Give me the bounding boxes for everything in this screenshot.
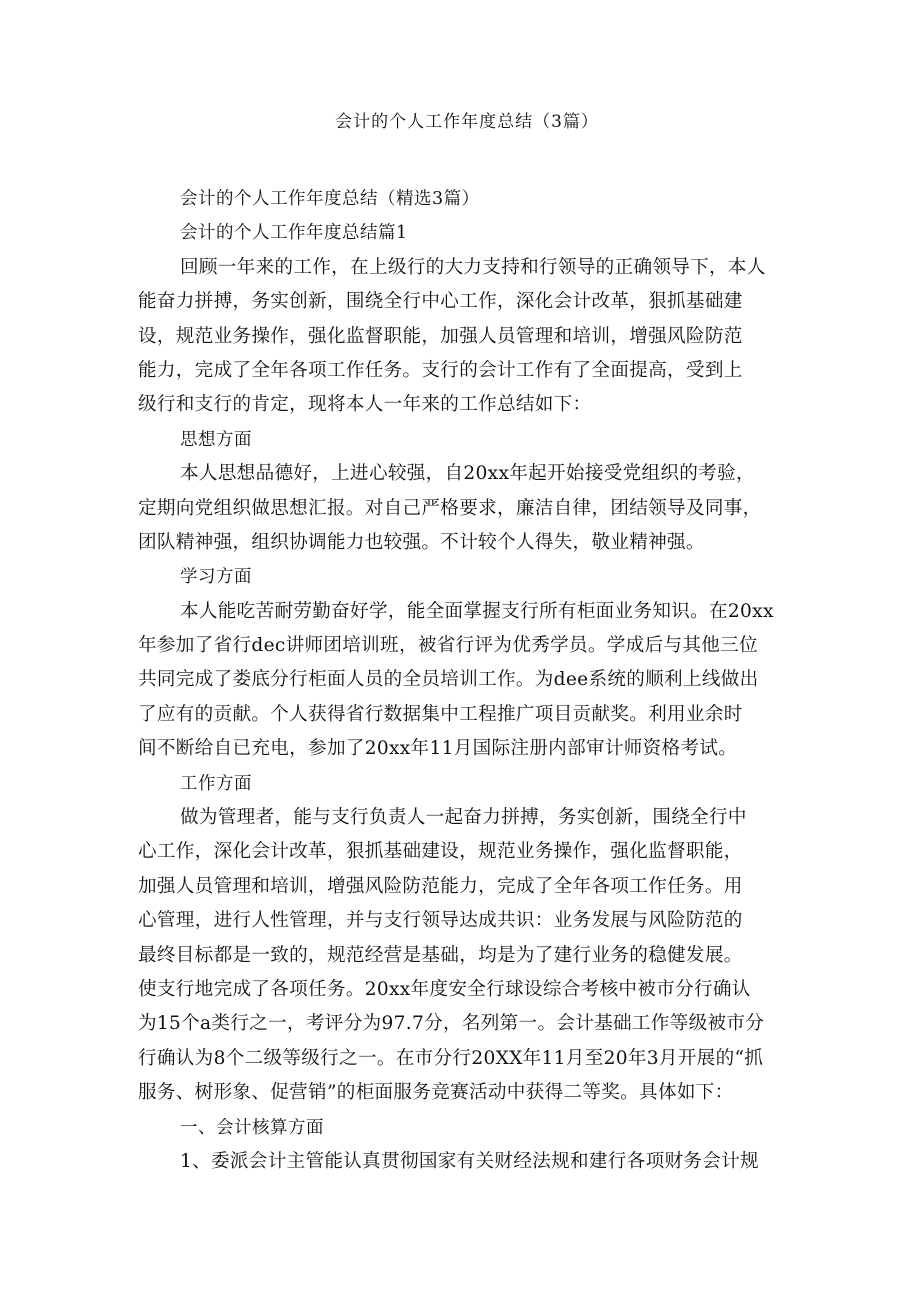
text-line: 心管理，进行人性管理，并与支行领导达成共识：业务发展与风险防范的	[138, 910, 743, 932]
text-line: 本人能吃苦耐劳勤奋好学，能全面掌握支行所有柜面业务知识。在20xx	[180, 600, 774, 622]
document-page	[138, 110, 790, 1179]
text-line: 服务、树形象、促营销”的柜面服务竞赛活动中获得二等奖。具体如下：	[138, 1082, 734, 1104]
heading-accounting: 一、会计核算方面	[180, 1117, 324, 1138]
text-line: 行确认为8个二级等级行之一。在市分行20XX年11月至20年3月开展的“抓	[138, 1047, 764, 1069]
text-line: 共同完成了娄底分行柜面人员的全员培训工作。为dee系统的顺利上线做出	[138, 669, 759, 691]
text-line: 团队精神强，组织协调能力也较强。不计较个人得失，敬业精神强。	[138, 531, 705, 553]
text-line: 定期向党组织做思想汇报。对自己严格要求，廉洁自律，团结领导及同事，	[138, 497, 762, 519]
text-line: 级行和支行的肯定，现将本人一年来的工作总结如下：	[138, 394, 592, 416]
intro-paragraph	[138, 251, 790, 423]
text-line: 最终目标都是一致的，规范经营是基础，均是为了建行业务的稳健发展。	[138, 944, 743, 966]
document-subtitle: 会计的个人工作年度总结（精选3篇）	[180, 189, 480, 209]
heading-work: 工作方面	[180, 773, 252, 794]
text-line: 设，规范业务操作，强化监督职能，加强人员管理和培训，增强风险防范	[138, 325, 743, 347]
accounting-paragraph	[138, 1145, 790, 1179]
text-line: 了应有的贡献。个人获得省行数据集中工程推广项目贡献奖。利用业余时	[138, 703, 743, 725]
text-line: 能力，完成了全年各项工作任务。支行的会计工作有了全面提高，受到上	[138, 359, 743, 381]
text-line: 做为管理者，能与支行负责人一起奋力拼搏，务实创新，围绕全行中	[180, 807, 747, 829]
heading-thought: 思想方面	[180, 429, 252, 450]
text-line: 使支行地完成了各项任务。20xx年度安全行球设综合考核中被市分行确认	[138, 978, 751, 1000]
section-title: 会计的个人工作年度总结篇1	[180, 223, 408, 244]
thought-paragraph	[138, 457, 790, 560]
work-paragraph	[138, 801, 790, 1111]
text-line: 年参加了省行dec讲师团培训班，被省行评为优秀学员。学成后与其他三位	[138, 635, 758, 657]
document-title: 会计的个人工作年度总结（3篇）	[335, 112, 599, 132]
text-line: 心工作，深化会计改革，狠抓基础建设，规范业务操作，强化监督职能，	[138, 841, 743, 863]
heading-study: 学习方面	[180, 567, 252, 588]
text-line: 1、委派会计主管能认真贯彻国家有关财经法规和建行各项财务会计规	[180, 1150, 759, 1172]
text-line: 加强人员管理和培训，增强风险防范能力，完成了全年各项工作任务。用	[138, 875, 743, 897]
text-line: 回顾一年来的工作，在上级行的大力支持和行领导的正确领导下，本人	[180, 256, 766, 278]
text-line: 间不断给自已充电，参加了20xx年11月国际注册内部审计师资格考试。	[138, 738, 738, 760]
text-line: 本人思想品德好，上进心较强，自20xx年起开始接受党组织的考验，	[180, 463, 755, 485]
study-paragraph	[138, 595, 790, 767]
text-line: 为15个a类行之一，考评分为97.7分，名列第一。会计基础工作等级被市分	[138, 1013, 765, 1035]
text-line: 能奋力拼搏，务实创新，围绕全行中心工作，深化会计改革，狠抓基础建	[138, 291, 743, 313]
